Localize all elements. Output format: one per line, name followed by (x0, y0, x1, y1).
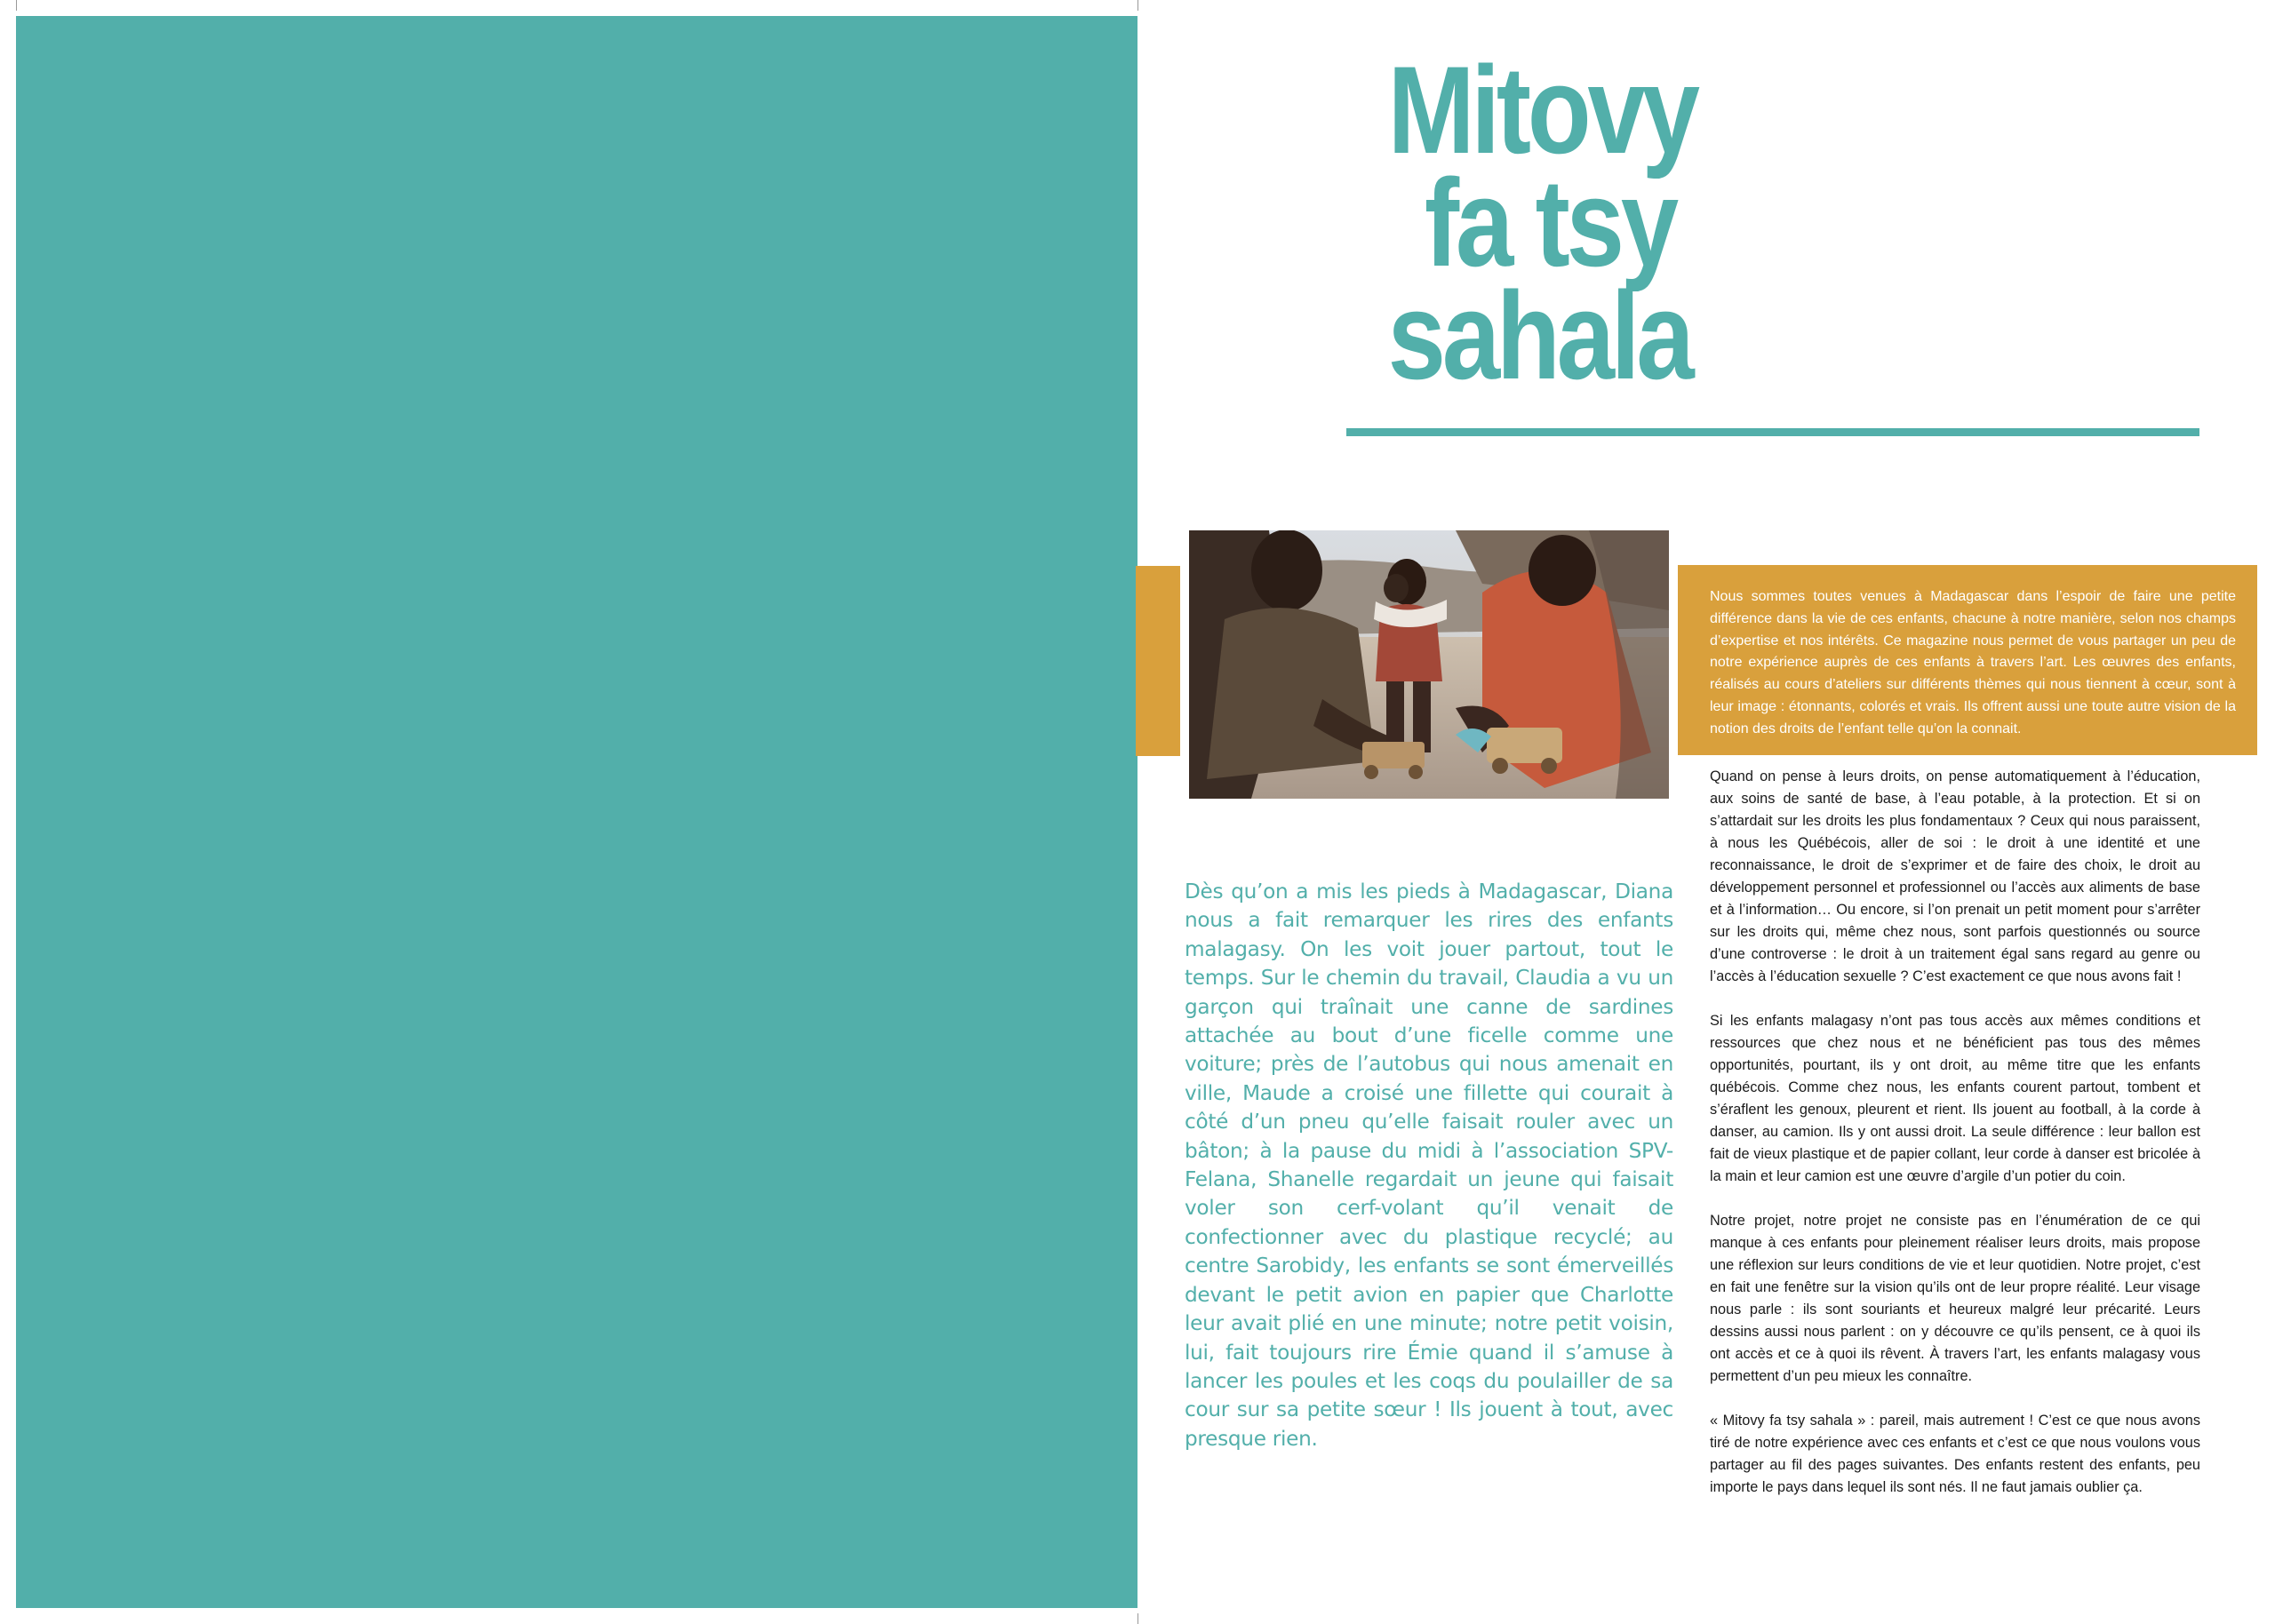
body-paragraph-2: Si les enfants malagasy n’ont pas tous accès aux mêmes conditions et ressources que chez nous et ne bénéficient pas tous des mêmes opportunités, pourtant, ils y ont droit, au même titre que les enfants québécois. Comme chez nous, les enfants courent partout, tombent et s’éraflent les genoux, pleurent et rient. Ils jouent au football, à la corde à danser, au camion. Ils y ont aussi droit. La seule différence : leur ballon est fait de vieux plastique et de papier collant, leur corde à danser est bricolée à la main et leur camion est une œuvre d’argile d’un potier du coin. (1710, 1013, 2200, 1184)
body-paragraph-4: « Mitovy fa tsy sahala » : pareil, mais autrement ! C’est ce que nous avons tiré de notre expérience avec ces enfants et c’est ce que nous voulons vous partager au fil des pages suivantes. Des enfants restent des enfants, peu importe le pays dans lequel ils sont nés. Il ne faut jamais oublier ça. (1710, 1413, 2200, 1495)
intro-box (1678, 565, 2257, 755)
gold-accent-tab (1136, 566, 1180, 756)
body-paragraph-3: Notre projet, notre projet ne consiste pas en l’énumération de ce qui manque à ces enfants pour pleinement réaliser leurs droits, mais propose une réflexion sur leurs conditions de vie et leur quotidien. Notre projet, c’est en fait une fenêtre sur la vision qu’ils ont de leur propre réalité. Leur visage nous parle : ils sont souriants et heureux malgré leur précarité. Leurs dessins aussi nous parlent : on y découvre ce qu’ils pensent, ce à quoi ils ont accès et ce à quoi ils rêvent. À travers l’art, les enfants malagasy vous permettent d’un peu mieux les connaître. (1710, 1213, 2200, 1384)
left-page-teal-panel (16, 16, 1138, 1608)
body-text-column (1710, 766, 2200, 1521)
children-photo (1189, 530, 1669, 799)
title-line-1: Mitovy (1387, 40, 1696, 179)
intro-paragraph: Nous sommes toutes venues à Madagascar dans l’espoir de faire une petite différence dans la vie de ces enfants, chacune à notre manière, selon nos champs d’expertise et nos intérêts. Ce magazine nous permet de vous partager un peu de notre expérience auprès de ces enfants à travers l’art. Les œuvres des enfants, réalisés au cours d’ateliers sur différents thèmes qui nous tiennent à cœur, sont à leur image : étonnants, colorés et vrais. Ils offrent aussi une toute autre vision de la notion des droits de l’enfant telle qu’on la connait. (1710, 589, 2236, 736)
lead-paragraph: Dès qu’on a mis les pieds à Madagascar, Diana nous a fait remarquer les rires des enfants malagasy. On les voit jouer partout, tout le temps. Sur le chemin du travail, Claudia a vu un garçon qui traînait une canne de sardines attachée au bout d’une ficelle comme une voiture; près de l’autobus qui nous amenait en ville, Maude a croisé une fillette qui courait à côté d’un pneu qu’elle faisait rouler avec un bâton; à la pause du midi à l’association SPV-Felana, Shanelle regardait un jeune qui faisait voler son cerf-volant qu’il venait de confectionner avec du plastique recyclé; au centre Sarobidy, les enfants se sont émerveillés devant le petit avion en papier que Charlotte leur avait plié en une minute; notre petit voisin, lui, fait toujours rire Émie quand il s’amuse à lancer les poules et les coqs du poulailler de sa cour sur sa petite sœur ! Ils jouent à tout, avec presque rien. (1185, 880, 1673, 1451)
body-paragraph-1: Quand on pense à leurs droits, on pense automatiquement à l’éducation, aux soins de santé de base, à l’eau potable, à la protection. Et si on s’attardait sur les droits les plus fondamentaux ? Ceux qui nous paraissent, à nous les Québécois, aller de soi : le droit à une identité et une reconnaissance, le droit de s’exprimer et de faire des choix, le droit au développement personnel et professionnel ou l’accès aux aliments de base et à l’information… Ou encore, si l’on prenait un petit moment pour s’arrêter sur les droits qui, même chez nous, sont parfois questionnés ou source d’une controverse : le droit à un traitement égal sans regard au genre ou l’accès à l’éducation sexuelle ? C’est exactement ce que nous avons fait ! (1710, 768, 2200, 984)
page-title (1387, 40, 1696, 405)
crop-mark-top-left (16, 0, 17, 11)
title-line-2: fa tsy (1424, 153, 1675, 292)
title-line-3: sahala (1387, 266, 1691, 405)
children-photo-illustration (1189, 530, 1669, 799)
title-underline-rule (1346, 428, 2199, 436)
